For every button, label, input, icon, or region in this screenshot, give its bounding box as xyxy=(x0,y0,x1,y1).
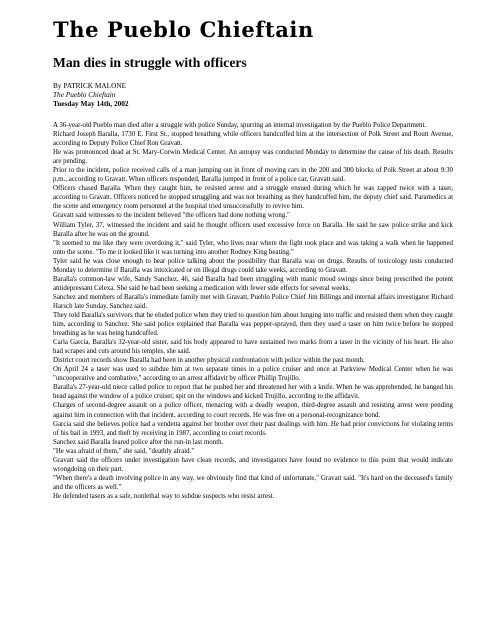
article-paragraph: Tyler said he was close enough to hear police talking about the possibility that Baralla was on drugs. Results of toxicology tests conducted Monday to determine if Baralla was intoxicated or on illegal drugs could take weeks, according to Gravatt. xyxy=(53,257,453,274)
article-paragraph: "He was afraid of them," she said, "deathly afraid." xyxy=(53,447,195,455)
article-body xyxy=(53,121,453,501)
article-paragraph: William Tyler, 37, witnessed the incident and said he thought officers used excessive force on Baralla. He said he saw police strike and kick Baralla after he was on the ground. xyxy=(53,221,453,238)
article-paragraph: They told Baralla's survivors that he eluded police when they tried to question him about lunging into traffic and resisted them when they caught him, according to Sanchez. She said police explained that Baralla was pepper-sprayed, then they used a taser on him twice before he stopped breathing as he was being handcuffed. xyxy=(53,311,453,338)
article-paragraph: A 36-year-old Pueblo man died after a struggle with police Sunday, spurring an internal investigation by the Pueblo Police Department. xyxy=(53,122,427,129)
article-paragraph: "It seemed to me like they were overdoing it," said Tyler, who lives near where the fight took place and was taking a walk when he happened onto the scene. "To me it looked like it was turning into another Rodney King beating." xyxy=(53,239,453,256)
byline-date: Tuesday May 14th, 2002 xyxy=(53,99,129,109)
article-paragraph: Officers chased Baralla. When they caught him, he resisted arrest and a struggle ensued during which he was zapped twice with a taser, according to Gravatt. Officers noticed he stopped struggling and was not breathing as they handcuffed him, the deputy chief said. Paramedics at the scene and emergency room personnel at the hospital tried unsuccessfully to revive him. xyxy=(53,185,453,211)
article-paragraph: Baralla's 27-year-old niece called police to report that he pushed her and threatened her with a knife. When he was apprehended, he banged his head against the window of a police cruiser, spit on the windows and kicked Trujillo, according to the affidavit. xyxy=(53,384,453,401)
article-paragraph: Gravatt said witnesses to the incident believed "the officers had done nothing wrong." xyxy=(53,212,290,220)
article-paragraph: Gravatt said the officers under investigation have clean records, and investigators have found no evidence to this point that would indicate wrongdoing on their part. xyxy=(53,456,453,473)
article-paragraph: Baralla's common-law wife, Sandy Sanchez, 46, said Baralla had been struggling with manic mood swings since being prescribed the potent antidepressant Celexa. She said he had been seeking a medication with fewer side effects for several weeks. xyxy=(53,275,453,292)
article-paragraph: Richard Joseph Baralla, 1730 E. First St., stopped breathing while officers handcuffed him at the intersection of Polk Street and Routt Avenue, according to Deputy Police Chief Ron Gravatt. xyxy=(53,131,453,148)
byline xyxy=(53,81,129,108)
headline: Man dies in struggle with officers xyxy=(53,55,247,70)
byline-author: By PATRICK MALONE xyxy=(53,81,127,90)
article-paragraph: He was pronounced dead at St. Mary-Corwin Medical Center. An autopsy was conducted Monday to determine the cause of his death. Results are pending. xyxy=(53,149,453,166)
article-paragraph: "When there's a death involving police in any way, we obviously find that kind of unfortunate," Gravatt said. "It's hard on the deceased's family and the officers as well." xyxy=(53,474,453,491)
article-paragraph: Prior to the incident, police received calls of a man jumping out in front of moving cars in the 200 and 300 blocks of Polk Street at about 9:30 p.m., according to Gravatt. When officers responded, Baralla jumped in front of a police car, Gravatt said. xyxy=(53,167,453,184)
article-paragraph: Sanchez said Baralla feared police after the run-in last month. xyxy=(53,438,224,446)
byline-publication: The Pueblo Chieftain xyxy=(53,90,116,100)
article-paragraph: District court records show Baralla had been in another physical confrontation with police within the past month. xyxy=(53,357,365,365)
masthead: The Pueblo Chieftain xyxy=(53,17,314,42)
article-paragraph: Charges of second-degree assault on a police officer, menacing with a deadly weapon, third-degree assault and resisting arrest were pending against him in connection with that incident, according to court records. He was free on a personal-recognizance bond. xyxy=(53,402,453,419)
article-paragraph: On April 24 a taser was used to subdue him at two separate times in a police cruiser and once at Parkview Medical Center when he was "uncooperative and combative," according to an arrest affidavit by officer Phillip Trujillo. xyxy=(53,366,453,383)
article-paragraph: Sanchez and members of Baralla's immediate family met with Gravatt, Pueblo Police Chief Jim Billings and internal affairs investigator Richard Harsch late Sunday, Sanchez said. xyxy=(53,293,453,310)
article-paragraph: Garcia said she believes police had a vendetta against her brother over their past dealings with him. He had prior convictions for violating terms of his bail in 1993, and theft by receiving in 1987, according to court records. xyxy=(53,420,453,437)
article-paragraph: He defended tasers as a safe, nonlethal way to subdue suspects who resist arrest. xyxy=(53,492,275,500)
article-paragraph: Carla Garcia, Baralla's 32-year-old sister, said his body appeared to have sustained two marks from a taser in the vicinity of his heart. He also had scrapes and cuts around his temples, she said. xyxy=(53,339,453,356)
